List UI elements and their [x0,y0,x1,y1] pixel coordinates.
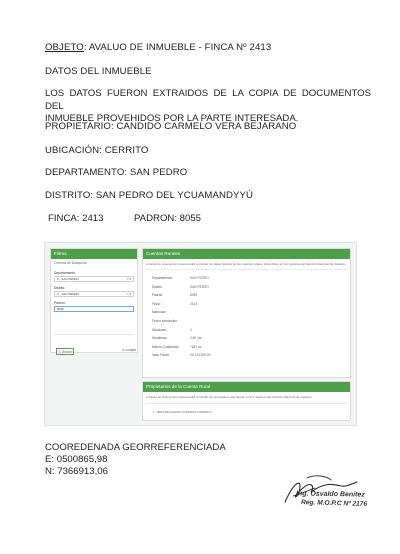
cuentas-row [152,336,203,341]
limpiar-button[interactable] [122,348,136,352]
signature-name: Ing. Osvaldo Benitez [295,490,365,499]
cuentas-row-label: Hectáreas: [152,336,168,341]
propietario-line: PROPIETARIO: CANDIDO CARMELO VERA BEJARANO [45,121,297,132]
cuentas-row-value: SAN PEDRO [190,276,209,280]
buscar-label: Buscar [62,350,73,354]
cuentas-row [152,319,178,323]
chevron-down-icon: × ▾ [126,277,131,281]
cuentas-row [152,284,209,289]
propietarios-panel [142,381,351,421]
signature-registration: Reg. M.O.P.C Nº 2176 [300,499,368,508]
cuentas-row-label: Metros Cuadrados: [152,344,180,349]
cuentas-row-label: Departamento: [152,276,174,280]
padron-label: Padrón: [54,301,66,305]
search-icon: 🔍 [57,351,62,354]
cuentas-row-value: 7662 m² [190,344,202,349]
cuentas-row-label: Fecha Inscripción: [152,319,178,323]
padron-value: PADRON: 8055 [134,213,202,224]
cuentas-row [152,293,198,298]
distrito-select-value: 3 - SAN PEDRO [57,292,80,296]
filters-divider [54,334,134,335]
filters-header: Filtros [51,249,137,259]
propietarios-divider [146,403,347,404]
propietario-item: 1. VERA BEJARANO CANDIDO CARMELO [153,410,212,414]
cuentas-row-value: SAN PEDRO [190,284,209,289]
padron-input[interactable]: 8055 [54,306,134,312]
cuentas-row-value: 36.133.099,09 [190,353,211,358]
filters-panel [50,248,138,353]
ubicacion-line: UBICACIÓN: CERRITO [45,145,149,156]
limpiar-label: Limpiar [125,348,137,352]
distrito-select[interactable] [54,291,134,297]
finca-value: FINCA: 2413 [48,213,104,224]
objeto-text: : AVALUO DE INMUEBLE - FINCA Nº 2413 [83,42,272,53]
cuentas-row-value: 8055 [190,293,198,298]
objeto-label: OBJETO [45,42,84,53]
departamento-line: DEPARTAMENTO: SAN PEDRO [45,167,188,178]
cuentas-row-value: 2413 [190,301,198,306]
buscar-button[interactable] [56,348,74,355]
departamento-label: Departamento: [54,271,76,275]
datos-title: DATOS DEL INMUEBLE [45,66,152,77]
cuentas-row-label: Valor Fiscal: [152,353,170,358]
cuentas-row-value: 4 [190,327,192,332]
refresh-icon: ⟲ [122,348,125,352]
cuentas-row [152,344,202,349]
objeto-line [45,42,271,53]
coordenada-title: COOREDENADA GEORREFERENCIADA [45,442,226,453]
cuentas-note: A través de esta sección usted podrá consultar los datos básicos de las cuentas rurales, disponibles en los registros del Servicio Nacional de Catastro. [146,262,347,266]
cuentas-row-label: Ubicación: [152,327,167,332]
paragraph-line-2: INMUEBLE PROVEHIDOS POR LA PARTE INTERESADA. [45,113,299,124]
cuentas-rurales-panel [142,248,351,378]
cuentas-row-label: Finca: [152,301,161,306]
cuentas-row [152,310,166,314]
departamento-select-value: 3 - SAN PEDRO [57,277,80,281]
cuentas-row-label: Distrito: [152,284,163,289]
distrito-label: Distrito: [54,286,66,290]
cuentas-row [152,327,192,332]
cuentas-divider [146,269,347,270]
filters-subtitle: Criterios de Búsqueda [54,261,87,265]
propietarios-header: Propietarios de la Cuenta Rural [143,382,350,392]
chevron-down-icon: × ▾ [126,292,131,296]
cuentas-row-label: Padrón: [152,293,164,298]
distrito-line: DISTRITO: SAN PEDRO DEL YCUAMANDYYÚ [45,190,254,201]
cuentas-header: Cuentas Rurales [143,249,350,259]
catastro-screenshot [44,242,357,426]
paragraph-line-1: LOS DATOS FUERON EXTRAIDOS DE LA COPIA DE DOCUMENTOS DEL [45,88,371,112]
cuentas-row [152,353,211,358]
cuentas-row-value: 2,60 Ha. [190,336,203,341]
cuentas-row-label: Matrícula: [152,310,166,315]
coordenada-n: N: 7366913,06 [45,466,108,477]
propietarios-note: A través de esta sección usted podrá consultar los propietarios que figuran en los registros del Servicio Nacional de Catastro. [146,395,313,399]
finca-padron-row [48,213,202,224]
cuentas-row [152,276,209,280]
coordenada-e: E: 0500865,98 [45,454,108,465]
departamento-select[interactable] [54,276,134,282]
cuentas-row [152,301,198,306]
description-paragraph [45,88,371,126]
